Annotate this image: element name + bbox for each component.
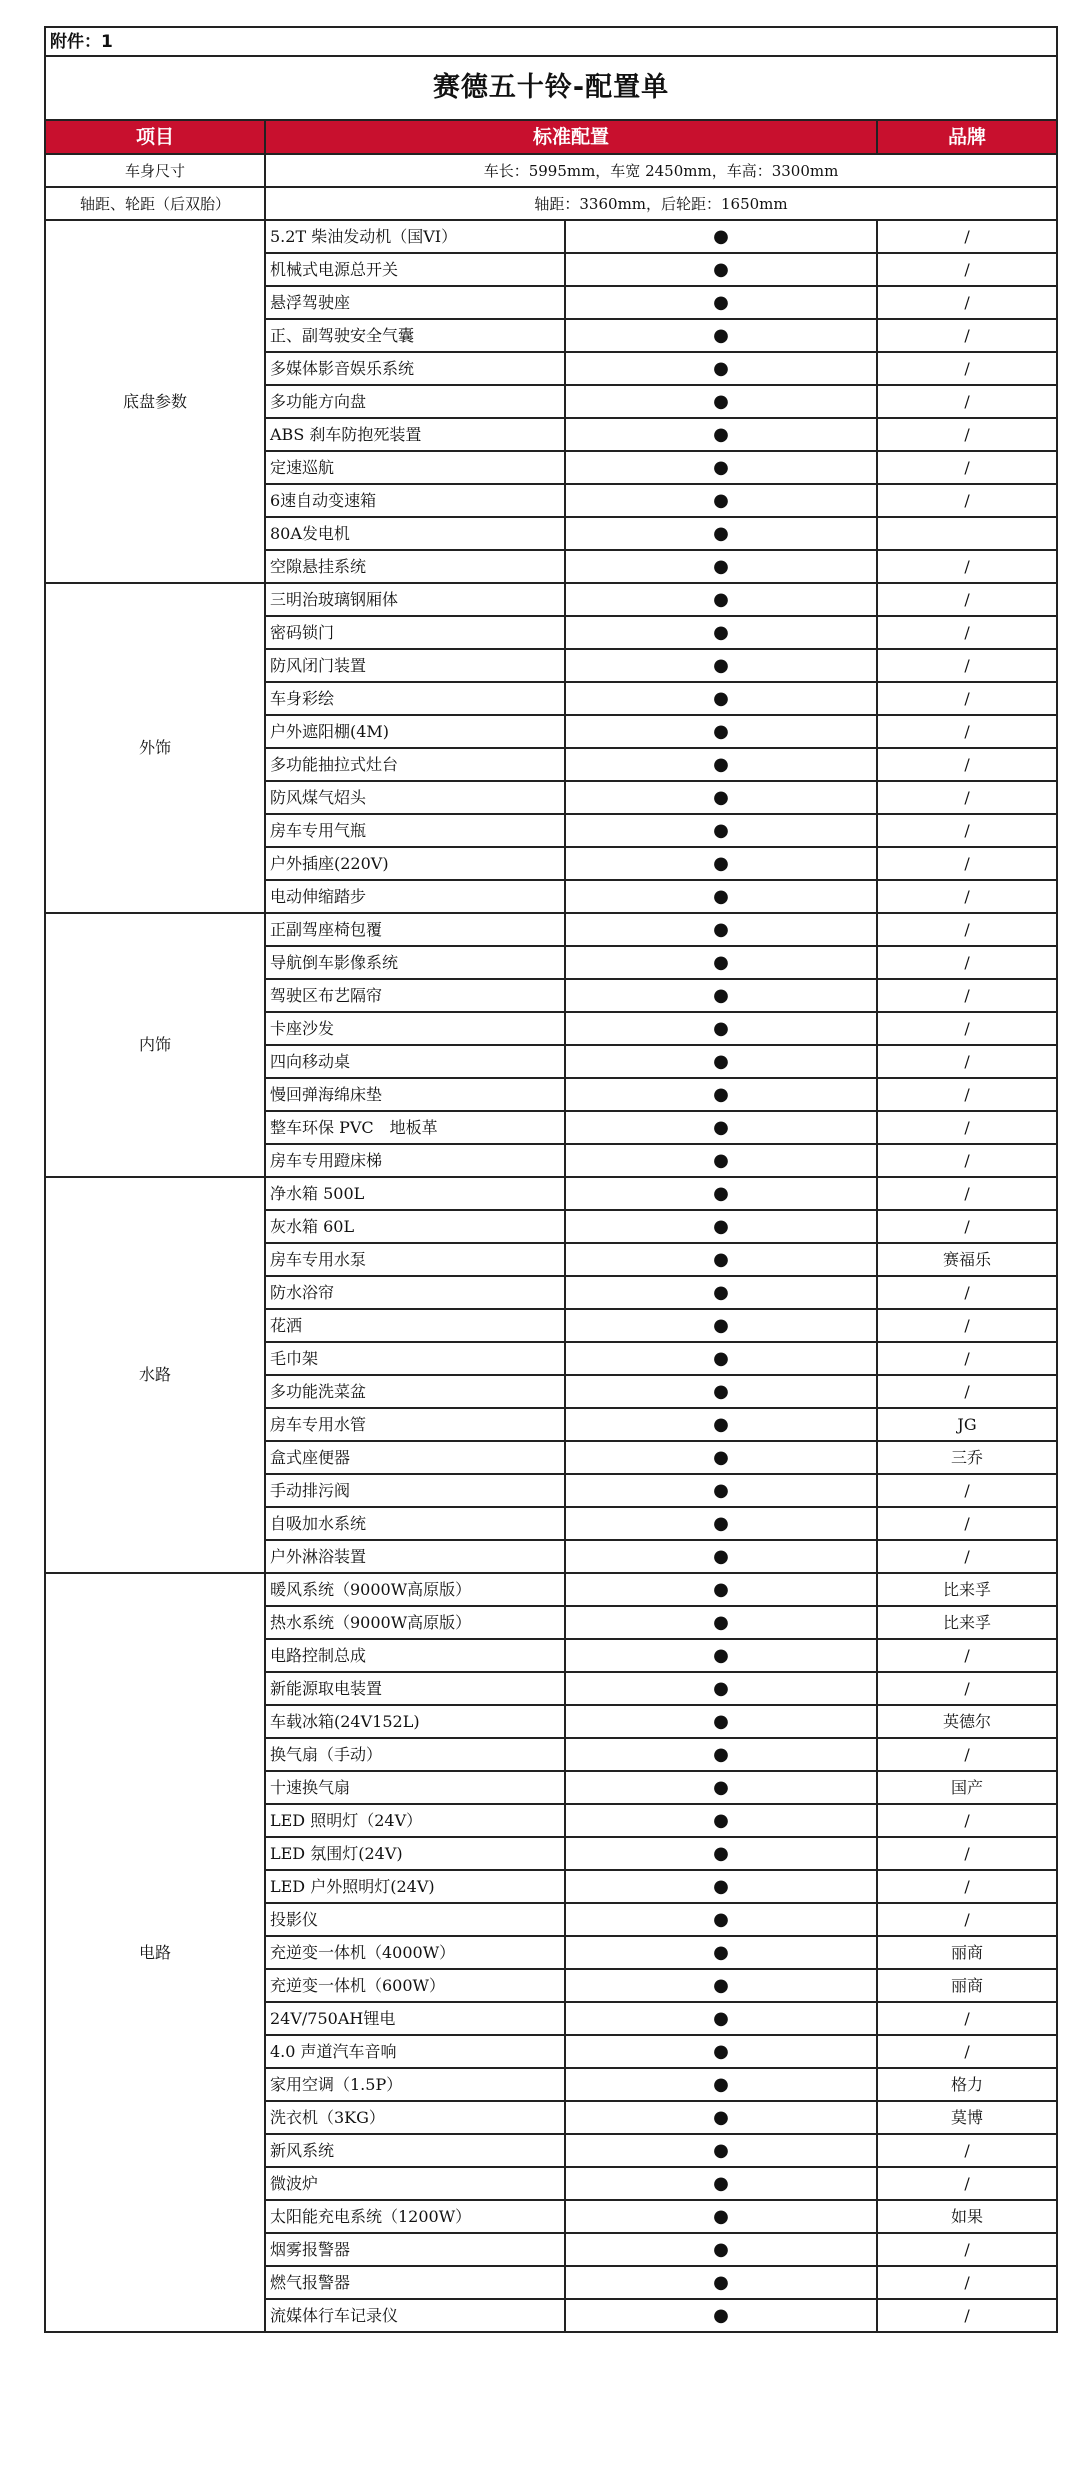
standard-mark-cell: ● <box>565 1606 877 1639</box>
table-row <box>45 1573 1057 1606</box>
brand-cell: / <box>877 451 1057 484</box>
feature-cell: 洗衣机（3KG） <box>265 2101 565 2134</box>
attachment-label: 附件：1 <box>45 27 1057 56</box>
feature-cell: 正、副驾驶安全气囊 <box>265 319 565 352</box>
brand-cell: 丽商 <box>877 1969 1057 2002</box>
brand-cell: / <box>877 880 1057 913</box>
standard-mark-cell: ● <box>565 847 877 880</box>
brand-cell: 格力 <box>877 2068 1057 2101</box>
brand-cell: 国产 <box>877 1771 1057 1804</box>
table-row <box>45 583 1057 616</box>
standard-mark-cell: ● <box>565 385 877 418</box>
brand-cell: / <box>877 1342 1057 1375</box>
feature-cell: 房车专用气瓶 <box>265 814 565 847</box>
standard-mark-cell: ● <box>565 814 877 847</box>
standard-mark-cell: ● <box>565 2233 877 2266</box>
brand-cell: / <box>877 1639 1057 1672</box>
brand-cell: / <box>877 550 1057 583</box>
feature-cell: 花洒 <box>265 1309 565 1342</box>
brand-cell: / <box>877 781 1057 814</box>
brand-cell: 三乔 <box>877 1441 1057 1474</box>
feature-cell: 烟雾报警器 <box>265 2233 565 2266</box>
feature-cell: 新风系统 <box>265 2134 565 2167</box>
feature-cell: 十速换气扇 <box>265 1771 565 1804</box>
feature-cell: 太阳能充电系统（1200W） <box>265 2200 565 2233</box>
feature-cell: 车载冰箱(24V152L) <box>265 1705 565 1738</box>
standard-mark-cell: ● <box>565 979 877 1012</box>
feature-cell: 户外淋浴装置 <box>265 1540 565 1573</box>
brand-cell: / <box>877 1045 1057 1078</box>
feature-cell: ABS 刹车防抱死装置 <box>265 418 565 451</box>
config-sheet <box>44 26 1058 2333</box>
feature-cell: 户外遮阳棚(4M) <box>265 715 565 748</box>
brand-cell: JG <box>877 1408 1057 1441</box>
standard-mark-cell: ● <box>565 253 877 286</box>
feature-cell: LED 氛围灯(24V) <box>265 1837 565 1870</box>
standard-mark-cell: ● <box>565 2299 877 2332</box>
brand-cell: / <box>877 1375 1057 1408</box>
feature-cell: 导航倒车影像系统 <box>265 946 565 979</box>
standard-mark-cell: ● <box>565 1144 877 1177</box>
standard-mark-cell: ● <box>565 880 877 913</box>
standard-mark-cell: ● <box>565 2101 877 2134</box>
feature-cell: 多功能方向盘 <box>265 385 565 418</box>
standard-mark-cell: ● <box>565 1111 877 1144</box>
standard-mark-cell: ● <box>565 1474 877 1507</box>
brand-cell: / <box>877 1738 1057 1771</box>
title-row <box>45 56 1057 120</box>
standard-mark-cell: ● <box>565 1210 877 1243</box>
brand-cell: / <box>877 1210 1057 1243</box>
feature-cell: 充逆变一体机（600W） <box>265 1969 565 2002</box>
feature-cell: 防风闭门装置 <box>265 649 565 682</box>
standard-mark-cell: ● <box>565 1540 877 1573</box>
standard-mark-cell: ● <box>565 1375 877 1408</box>
brand-cell: / <box>877 583 1057 616</box>
category-cell: 水路 <box>45 1177 265 1573</box>
feature-cell: 机械式电源总开关 <box>265 253 565 286</box>
brand-cell: / <box>877 946 1057 979</box>
standard-mark-cell: ● <box>565 1573 877 1606</box>
category-cell: 内饰 <box>45 913 265 1177</box>
brand-cell: 比来孚 <box>877 1573 1057 1606</box>
brand-cell: / <box>877 319 1057 352</box>
feature-cell: 24V/750AH锂电 <box>265 2002 565 2035</box>
brand-cell: / <box>877 2002 1057 2035</box>
feature-cell: 暖风系统（9000W高原版） <box>265 1573 565 1606</box>
feature-cell: LED 户外照明灯(24V) <box>265 1870 565 1903</box>
feature-cell: 4.0 声道汽车音响 <box>265 2035 565 2068</box>
standard-mark-cell: ● <box>565 2266 877 2299</box>
standard-mark-cell: ● <box>565 1078 877 1111</box>
feature-cell: 净水箱 500L <box>265 1177 565 1210</box>
standard-mark-cell: ● <box>565 583 877 616</box>
info-row-wheelbase <box>45 187 1057 220</box>
feature-cell: 热水系统（9000W高原版） <box>265 1606 565 1639</box>
standard-mark-cell: ● <box>565 1507 877 1540</box>
feature-cell: 正副驾座椅包覆 <box>265 913 565 946</box>
brand-cell: / <box>877 2035 1057 2068</box>
brand-cell: / <box>877 1309 1057 1342</box>
feature-cell: 定速巡航 <box>265 451 565 484</box>
brand-cell: / <box>877 1672 1057 1705</box>
brand-cell: / <box>877 1540 1057 1573</box>
brand-cell: 比来孚 <box>877 1606 1057 1639</box>
brand-cell: 赛福乐 <box>877 1243 1057 1276</box>
feature-cell: 房车专用蹬床梯 <box>265 1144 565 1177</box>
brand-cell: / <box>877 385 1057 418</box>
brand-cell: / <box>877 352 1057 385</box>
brand-cell: / <box>877 1507 1057 1540</box>
standard-mark-cell: ● <box>565 1408 877 1441</box>
standard-mark-cell: ● <box>565 484 877 517</box>
feature-cell: 四向移动桌 <box>265 1045 565 1078</box>
standard-mark-cell: ● <box>565 2200 877 2233</box>
brand-cell: 如果 <box>877 2200 1057 2233</box>
standard-mark-cell: ● <box>565 1045 877 1078</box>
standard-mark-cell: ● <box>565 1309 877 1342</box>
brand-cell: / <box>877 1078 1057 1111</box>
feature-cell: 80A发电机 <box>265 517 565 550</box>
info-label: 车身尺寸 <box>45 154 265 187</box>
standard-mark-cell: ● <box>565 1441 877 1474</box>
standard-mark-cell: ● <box>565 352 877 385</box>
feature-cell: 盒式座便器 <box>265 1441 565 1474</box>
brand-cell: 莫博 <box>877 2101 1057 2134</box>
feature-cell: 空隙悬挂系统 <box>265 550 565 583</box>
brand-cell: / <box>877 1276 1057 1309</box>
header-row <box>45 120 1057 154</box>
header-brand: 品牌 <box>877 120 1057 154</box>
feature-cell: 多功能抽拉式灶台 <box>265 748 565 781</box>
brand-cell <box>877 517 1057 550</box>
standard-mark-cell: ● <box>565 649 877 682</box>
standard-mark-cell: ● <box>565 2068 877 2101</box>
sheet-title: 赛德五十铃-配置单 <box>45 56 1057 120</box>
standard-mark-cell: ● <box>565 286 877 319</box>
brand-cell: / <box>877 814 1057 847</box>
standard-mark-cell: ● <box>565 1936 877 1969</box>
table-row <box>45 913 1057 946</box>
feature-cell: 房车专用水泵 <box>265 1243 565 1276</box>
brand-cell: / <box>877 649 1057 682</box>
brand-cell: / <box>877 1474 1057 1507</box>
feature-cell: 流媒体行车记录仪 <box>265 2299 565 2332</box>
category-cell: 外饰 <box>45 583 265 913</box>
brand-cell: / <box>877 1870 1057 1903</box>
category-cell: 电路 <box>45 1573 265 2332</box>
standard-mark-cell: ● <box>565 1012 877 1045</box>
feature-cell: 毛巾架 <box>265 1342 565 1375</box>
brand-cell: / <box>877 616 1057 649</box>
brand-cell: / <box>877 979 1057 1012</box>
feature-cell: 多媒体影音娱乐系统 <box>265 352 565 385</box>
standard-mark-cell: ● <box>565 1738 877 1771</box>
standard-mark-cell: ● <box>565 1771 877 1804</box>
feature-cell: 户外插座(220V) <box>265 847 565 880</box>
table-row <box>45 1177 1057 1210</box>
feature-cell: 密码锁门 <box>265 616 565 649</box>
brand-cell: / <box>877 715 1057 748</box>
brand-cell: / <box>877 2266 1057 2299</box>
standard-mark-cell: ● <box>565 1903 877 1936</box>
feature-cell: 换气扇（手动） <box>265 1738 565 1771</box>
feature-cell: 新能源取电装置 <box>265 1672 565 1705</box>
feature-cell: 防水浴帘 <box>265 1276 565 1309</box>
feature-cell: 充逆变一体机（4000W） <box>265 1936 565 1969</box>
standard-mark-cell: ● <box>565 781 877 814</box>
standard-mark-cell: ● <box>565 1672 877 1705</box>
standard-mark-cell: ● <box>565 946 877 979</box>
brand-cell: / <box>877 1903 1057 1936</box>
feature-cell: 车身彩绘 <box>265 682 565 715</box>
feature-cell: 自吸加水系统 <box>265 1507 565 1540</box>
feature-cell: 悬浮驾驶座 <box>265 286 565 319</box>
feature-cell: 驾驶区布艺隔帘 <box>265 979 565 1012</box>
standard-mark-cell: ● <box>565 1969 877 2002</box>
standard-mark-cell: ● <box>565 2002 877 2035</box>
feature-cell: 6速自动变速箱 <box>265 484 565 517</box>
brand-cell: / <box>877 1177 1057 1210</box>
feature-cell: 整车环保 PVC 地板革 <box>265 1111 565 1144</box>
brand-cell: / <box>877 1144 1057 1177</box>
brand-cell: / <box>877 2167 1057 2200</box>
feature-cell: 灰水箱 60L <box>265 1210 565 1243</box>
attachment-row <box>45 27 1057 56</box>
brand-cell: / <box>877 2299 1057 2332</box>
standard-mark-cell: ● <box>565 2134 877 2167</box>
feature-cell: 电路控制总成 <box>265 1639 565 1672</box>
feature-cell: 卡座沙发 <box>265 1012 565 1045</box>
brand-cell: / <box>877 1111 1057 1144</box>
feature-cell: 投影仪 <box>265 1903 565 1936</box>
brand-cell: / <box>877 418 1057 451</box>
standard-mark-cell: ● <box>565 715 877 748</box>
feature-cell: 防风煤气炤头 <box>265 781 565 814</box>
header-standard: 标准配置 <box>265 120 877 154</box>
feature-cell: LED 照明灯（24V） <box>265 1804 565 1837</box>
info-row-dimensions <box>45 154 1057 187</box>
feature-cell: 手动排污阀 <box>265 1474 565 1507</box>
info-label: 轴距、轮距（后双胎） <box>45 187 265 220</box>
feature-cell: 微波炉 <box>265 2167 565 2200</box>
standard-mark-cell: ● <box>565 319 877 352</box>
brand-cell: / <box>877 286 1057 319</box>
standard-mark-cell: ● <box>565 748 877 781</box>
feature-cell: 慢回弹海绵床垫 <box>265 1078 565 1111</box>
brand-cell: / <box>877 913 1057 946</box>
standard-mark-cell: ● <box>565 220 877 253</box>
feature-cell: 房车专用水管 <box>265 1408 565 1441</box>
feature-cell: 家用空调（1.5P） <box>265 2068 565 2101</box>
header-item: 项目 <box>45 120 265 154</box>
brand-cell: / <box>877 1012 1057 1045</box>
feature-cell: 5.2T 柴油发动机（国VI） <box>265 220 565 253</box>
standard-mark-cell: ● <box>565 418 877 451</box>
standard-mark-cell: ● <box>565 2035 877 2068</box>
category-cell: 底盘参数 <box>45 220 265 583</box>
brand-cell: / <box>877 1804 1057 1837</box>
feature-cell: 燃气报警器 <box>265 2266 565 2299</box>
standard-mark-cell: ● <box>565 1177 877 1210</box>
standard-mark-cell: ● <box>565 616 877 649</box>
brand-cell: / <box>877 847 1057 880</box>
brand-cell: / <box>877 682 1057 715</box>
brand-cell: / <box>877 220 1057 253</box>
info-value: 轴距：3360mm，后轮距：1650mm <box>265 187 1057 220</box>
standard-mark-cell: ● <box>565 1870 877 1903</box>
standard-mark-cell: ● <box>565 2167 877 2200</box>
standard-mark-cell: ● <box>565 1342 877 1375</box>
standard-mark-cell: ● <box>565 1639 877 1672</box>
standard-mark-cell: ● <box>565 1705 877 1738</box>
table-row <box>45 220 1057 253</box>
feature-cell: 多功能洗菜盆 <box>265 1375 565 1408</box>
standard-mark-cell: ● <box>565 550 877 583</box>
feature-cell: 三明治玻璃钢厢体 <box>265 583 565 616</box>
standard-mark-cell: ● <box>565 1804 877 1837</box>
brand-cell: / <box>877 748 1057 781</box>
brand-cell: / <box>877 2134 1057 2167</box>
standard-mark-cell: ● <box>565 913 877 946</box>
standard-mark-cell: ● <box>565 1276 877 1309</box>
standard-mark-cell: ● <box>565 517 877 550</box>
info-value: 车长：5995mm，车宽 2450mm，车高：3300mm <box>265 154 1057 187</box>
brand-cell: 丽商 <box>877 1936 1057 1969</box>
brand-cell: / <box>877 253 1057 286</box>
standard-mark-cell: ● <box>565 451 877 484</box>
standard-mark-cell: ● <box>565 1243 877 1276</box>
brand-cell: / <box>877 2233 1057 2266</box>
standard-mark-cell: ● <box>565 682 877 715</box>
brand-cell: / <box>877 484 1057 517</box>
standard-mark-cell: ● <box>565 1837 877 1870</box>
brand-cell: 英德尔 <box>877 1705 1057 1738</box>
brand-cell: / <box>877 1837 1057 1870</box>
feature-cell: 电动伸缩踏步 <box>265 880 565 913</box>
